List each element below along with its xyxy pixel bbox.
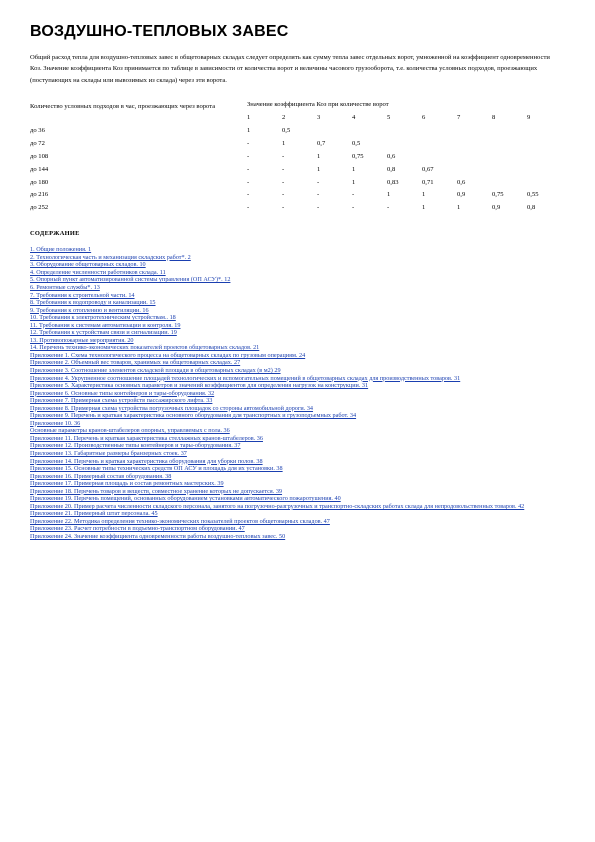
toc-link[interactable]: Приложение 21. Примерный штат персонала. 45 <box>30 510 158 518</box>
toc-link[interactable]: 8. Требования к водопроводу и канализации. 15 <box>30 299 156 307</box>
coefficient-cell: - <box>247 165 250 173</box>
coefficient-cell <box>527 179 562 192</box>
row-label: до 36 <box>30 127 45 134</box>
toc-link[interactable]: 12. Требования к устройствам связи и сигнализации. 19 <box>30 329 177 337</box>
toc-link[interactable]: Приложение 6. Основные типы контейнеров и тары-оборудования. 32 <box>30 389 215 397</box>
coefficient-cell: 1 <box>317 152 321 160</box>
coefficient-cell: - <box>317 204 320 212</box>
coefficient-cell: - <box>282 165 285 173</box>
toc-link[interactable]: 3. Оборудование общетоварных складов. 10 <box>30 261 146 269</box>
gate-count-cell: 2 <box>282 114 286 122</box>
gate-count-cell: 9 <box>527 114 531 122</box>
coefficient-cell: 0,8 <box>527 204 536 212</box>
coefficient-cell <box>492 140 527 153</box>
coefficient-cell: 1 <box>352 165 356 173</box>
table-header-left: Количество условных подходов в час, проезжающих через ворота <box>30 103 216 111</box>
coefficient-cell: - <box>282 191 285 199</box>
coefficient-cell <box>457 166 492 179</box>
coefficient-cell: 1 <box>317 165 321 173</box>
coefficient-cell: - <box>317 191 320 199</box>
coefficient-cell: 0,5 <box>352 139 361 147</box>
table-row <box>30 204 562 217</box>
toc-link[interactable]: Основные параметры кранов-штабелеров опорных, управляемых с пола. 36 <box>30 427 230 435</box>
coefficient-cell: 0,5 <box>282 127 291 134</box>
coefficient-cell: 1 <box>422 204 426 212</box>
coefficient-cell <box>352 127 387 140</box>
coefficient-cell: 0,75 <box>492 191 504 199</box>
coefficient-cell <box>387 140 422 153</box>
coefficient-cell: 0,8 <box>387 165 396 173</box>
coefficient-cell <box>527 127 562 140</box>
coefficient-cell <box>317 127 352 140</box>
coefficient-cell: 1 <box>352 178 356 186</box>
toc-link[interactable]: Приложение 9. Перечень и краткая характеристика основного оборудования для транспортных и грузоподъемных работ. 34 <box>30 412 357 420</box>
toc-link[interactable]: 5. Опорный пункт автоматизированной системы управления (ОП АСУ)*. 12 <box>30 276 231 284</box>
coefficient-cell <box>422 153 457 166</box>
coefficient-cell <box>457 140 492 153</box>
row-label: до 216 <box>30 191 49 199</box>
toc-link[interactable]: Приложение 12. Производственные типы контейнеров и тары-оборудования. 37 <box>30 442 241 450</box>
gate-count-cell: 1 <box>247 114 251 122</box>
toc-link[interactable]: 14. Перечень технико-экономических показателей проектов общетоварных складов. 21 <box>30 344 260 352</box>
coefficient-cell: 0,6 <box>387 152 396 160</box>
coefficient-cell: 1 <box>422 191 426 199</box>
toc-link[interactable]: Приложение 22. Методика определения технико-экономических показателей проектов общетоварных складов. 47 <box>30 517 330 525</box>
gate-count-cell: 6 <box>422 114 426 122</box>
coefficient-cell <box>422 127 457 140</box>
toc-link[interactable]: Приложение 18. Перечень товаров и веществ, совместное хранение которых не допускается. 39 <box>30 487 283 495</box>
coefficient-cell: - <box>247 191 250 199</box>
toc-link[interactable]: Приложение 19. Перечень помещений, основанных оборудованием установками автоматического пожаротушения. 40 <box>30 495 341 503</box>
table-row <box>30 166 562 179</box>
toc-link[interactable]: Приложение 14. Перечень и краткая характеристика оборудования для уборки полов. 38 <box>30 457 263 465</box>
toc-link[interactable]: Приложение 13. Габаритные размеры бранзерных стоек. 37 <box>30 450 187 457</box>
coefficient-cell: - <box>282 152 285 160</box>
table-row <box>30 191 562 204</box>
coefficient-cell: 0,6 <box>457 178 466 186</box>
toc-link[interactable]: Приложение 7. Примерная схема устройств пассажирского лифта. 33 <box>30 397 213 405</box>
coefficient-cell: 0,71 <box>422 178 434 186</box>
table-row <box>30 153 562 166</box>
coefficient-cell: - <box>352 204 355 212</box>
coefficient-cell: - <box>282 204 285 212</box>
coefficient-cell: - <box>387 204 390 212</box>
gate-count-cell: 8 <box>492 114 496 122</box>
coefficient-cell <box>457 153 492 166</box>
coefficient-cell: 1 <box>387 191 391 199</box>
toc-link[interactable]: 1. Общие положения. 1 <box>30 246 92 254</box>
coefficient-cell: - <box>352 191 355 199</box>
toc-link[interactable]: 6. Ремонтные службы*. 13 <box>30 283 100 291</box>
row-label: до 252 <box>30 204 49 212</box>
toc-link[interactable]: Приложение 20. Пример расчета численности складского персонала, занятого на погрузочно-разгрузочных и транспортно-складских работах склада для непродовольственных товаров. 42 <box>30 502 525 510</box>
toc-link[interactable]: 4. Определение численности работников склада. 11 <box>30 268 166 276</box>
toc-link[interactable]: 9. Требования к отоплению и вентиляции. 16 <box>30 306 149 314</box>
toc-link[interactable]: Приложение 5. Характеристика основных параметров и значений коэффициентов для определения нагрузок на конструкции. 31 <box>30 382 369 390</box>
coefficient-cell: - <box>247 178 250 186</box>
gate-count-cell: 3 <box>317 114 321 122</box>
table-of-contents <box>30 246 565 540</box>
coefficient-cell: - <box>317 178 320 186</box>
gate-count-cell: 7 <box>457 114 461 122</box>
coefficient-cell: - <box>282 178 285 186</box>
toc-link[interactable]: Приложение 11. Перечень и краткая характеристика стеллажных кранов-штабелеров. 36 <box>30 434 263 442</box>
toc-link[interactable]: Приложение 1. Схема технологического процесса на общетоварных складах по грузовым операциям. 24 <box>30 351 306 359</box>
coefficient-cell: 1 <box>247 127 251 134</box>
page-title: ВОЗДУШНО-ТЕПЛОВЫХ ЗАВЕС <box>30 23 289 40</box>
coefficient-cell <box>422 140 457 153</box>
gate-count-cell: 4 <box>352 114 356 122</box>
row-label: до 72 <box>30 139 45 147</box>
toc-link[interactable]: 2. Технологическая часть и механизация складских работ*. 2 <box>30 253 191 261</box>
coefficient-cell: 0,9 <box>492 204 501 212</box>
table-row <box>30 127 562 140</box>
toc-link[interactable]: 10. Требования к электротехническим устройствам.. 18 <box>30 314 176 322</box>
coefficient-cell: - <box>247 204 250 212</box>
row-label: до 144 <box>30 165 49 173</box>
toc-link[interactable]: Приложение 23. Расчет потребности в подъемно-транспортном оборудовании. 47 <box>30 525 245 533</box>
coefficient-cell: - <box>247 152 250 160</box>
table-row <box>30 179 562 192</box>
coefficient-cell: - <box>247 139 250 147</box>
toc-link[interactable]: Приложение 10. 36 <box>30 419 81 427</box>
coefficient-cell <box>492 166 527 179</box>
coefficient-cell: 1 <box>282 139 286 147</box>
table-header-row <box>30 101 562 114</box>
toc-link[interactable]: 13. Противопожарные мероприятия. 20 <box>30 336 134 344</box>
intro-paragraph: Общий расход тепла для воздушно-тепловых завес в общетоварных складах следует определять как сумму тепла завес отдельных ворот, умноженной на коэффициент одновременности Коз. Значение коэффициента Коз принимается по таблице в зависимости от количества ворот и величины часового грузооборота, т.е. количества условных подходов, проезжающих (поступающих на склады или вывозимых из склада) через эти ворота. <box>30 54 550 84</box>
coefficient-table <box>30 101 562 217</box>
toc-link[interactable]: 7. Требования к строительной части. 14 <box>30 291 135 299</box>
document-page <box>30 22 565 541</box>
row-label: до 108 <box>30 152 49 160</box>
toc-link[interactable]: 11. Требования к системам автоматизации и контроля. 19 <box>30 321 181 329</box>
coefficient-cell <box>457 127 492 140</box>
coefficient-cell: 0,75 <box>352 152 364 160</box>
coefficient-cell <box>492 179 527 192</box>
table-header-right: Значение коэффициента Коз при количестве ворот <box>247 101 389 109</box>
toc-link[interactable]: Приложение 4. Укрупненное соотношение площадей технологических и вспомогательных помещений в общетоварных складах для производственных товаров. 31 <box>30 374 461 382</box>
coefficient-cell <box>527 140 562 153</box>
row-label: до 180 <box>30 178 49 186</box>
coefficient-cell: 0,83 <box>387 178 399 186</box>
coefficient-cell: 0,55 <box>527 191 539 199</box>
coefficient-cell: 0,7 <box>317 139 326 147</box>
toc-heading: СОДЕРЖАНИЕ <box>30 230 80 238</box>
coefficient-cell: 0,9 <box>457 191 466 199</box>
toc-link[interactable]: Приложение 24. Значение коэффициента одновременности работы воздушно-тепловых завес. 50 <box>30 533 286 541</box>
toc-link[interactable]: Приложение 8. Примерная схема устройства погрузочных площадок со стороны автомобильной дороги. 34 <box>30 404 314 412</box>
coefficient-cell: 0,67 <box>422 165 434 173</box>
gate-count-cell: 5 <box>387 114 391 122</box>
toc-link[interactable]: Приложение 17. Примерная площадь и состав ремонтных мастерских. 39 <box>30 480 224 488</box>
table-row <box>30 140 562 153</box>
coefficient-cell <box>492 127 527 140</box>
coefficient-cell <box>492 153 527 166</box>
toc-link[interactable]: Приложение 3. Соотношение элементов складской площади в общетоварных складах (в м2) 29 <box>30 366 281 374</box>
coefficient-cell <box>527 166 562 179</box>
toc-link[interactable]: Приложение 2. Объемный вес товаров, хранимых на общетоварных складах. 27 <box>30 359 241 367</box>
coefficient-cell: 1 <box>457 204 461 212</box>
toc-link[interactable]: Приложение 15. Основные типы технических средств ОП АСУ и площадь для их установки. 38 <box>30 465 283 473</box>
coefficient-cell <box>387 127 422 140</box>
toc-link[interactable]: Приложение 16. Примерный состав оборудования. 38 <box>30 472 172 480</box>
coefficient-cell <box>527 153 562 166</box>
